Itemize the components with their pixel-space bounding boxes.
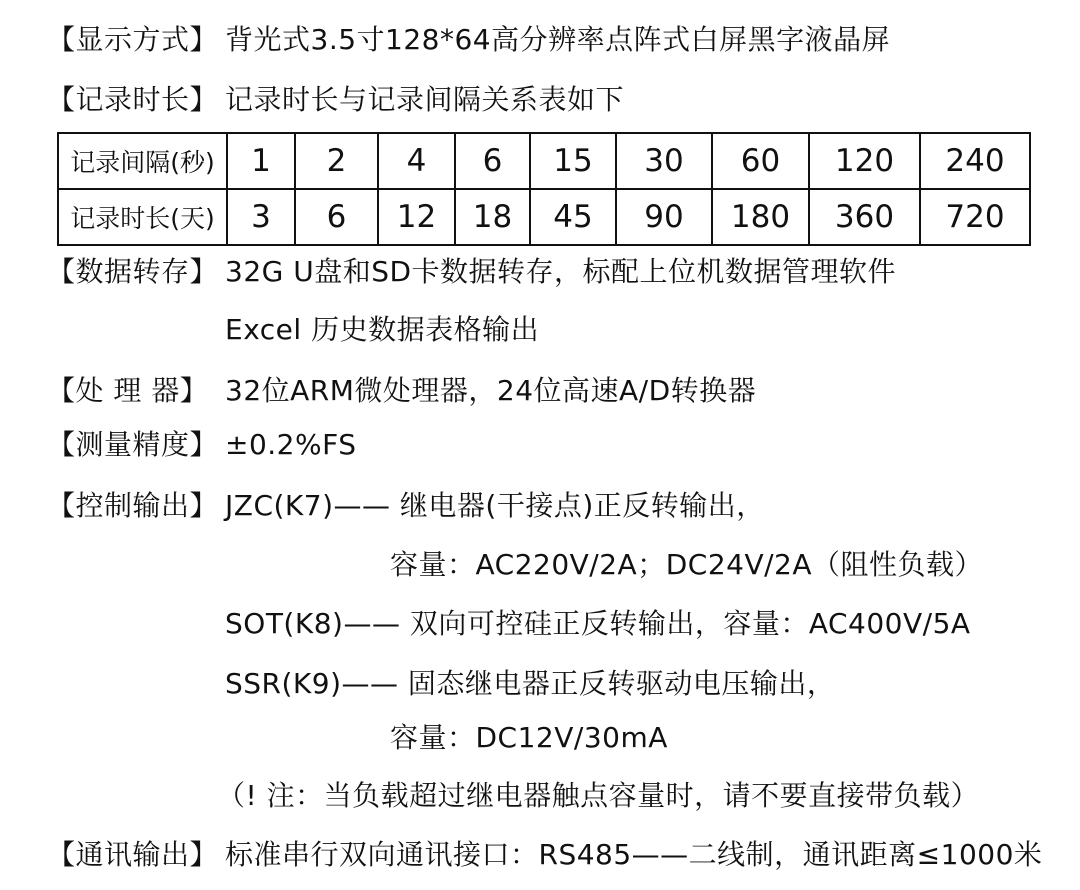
- spec-label-processor: 【处 理 器】: [47, 374, 209, 407]
- spec-label-display-mode: 【显示方式】: [47, 23, 219, 56]
- spec-label-comm-output: 【通讯输出】: [47, 838, 219, 871]
- spec-content-record-duration: 记录时长与记录间隔关系表如下: [225, 83, 625, 116]
- spec-line-data-transfer-continued: [225, 312, 539, 348]
- spec-line-processor: [47, 373, 756, 409]
- value-cell: 120: [809, 133, 920, 189]
- spec-content-sot-output: SOT(K8)—— 双向可控硅正反转输出，容量：AC400V/5A: [225, 607, 971, 640]
- spec-line-load-warning-note: [217, 778, 979, 814]
- spec-content-display-mode: 背光式3.5寸128*64高分辨率点阵式白屏黑字液晶屏: [225, 23, 891, 56]
- row-header-cell: 记录间隔(秒): [58, 133, 227, 189]
- value-cell: 45: [530, 189, 616, 245]
- spec-content-control-capacity-2: 容量：DC12V/30mA: [390, 721, 668, 754]
- spec-content-comm-output: 标准串行双向通讯接口：RS485——二线制，通讯距离≤1000米: [225, 838, 1043, 871]
- spec-line-control-capacity-1: [390, 547, 983, 583]
- spec-line-data-transfer: [47, 254, 896, 290]
- spec-label-data-transfer: 【数据转存】: [47, 255, 219, 288]
- value-cell: 180: [712, 189, 809, 245]
- spec-line-control-output: [47, 488, 765, 524]
- value-cell: 30: [616, 133, 712, 189]
- table-row: [58, 133, 1030, 189]
- spec-content-ssr-output: SSR(K9)—— 固态继电器正反转驱动电压输出，: [225, 667, 836, 700]
- value-cell: 3: [227, 189, 295, 245]
- value-cell: 60: [712, 133, 809, 189]
- spec-content-load-warning-note: （! 注：当负载超过继电器触点容量时，请不要直接带负载）: [217, 779, 980, 812]
- record-interval-table-body: [58, 133, 1030, 245]
- spec-line-sot-output: [225, 606, 971, 642]
- spec-content-data-transfer-continued: Excel 历史数据表格输出: [225, 313, 540, 346]
- spec-line-control-capacity-2: [390, 720, 668, 756]
- spec-line-accuracy: [47, 427, 356, 463]
- table-row: [58, 189, 1030, 245]
- spec-line-record-duration: [47, 82, 624, 118]
- spec-label-record-duration: 【记录时长】: [47, 83, 219, 116]
- spec-content-processor: 32位ARM微处理器，24位高速A/D转换器: [225, 374, 757, 407]
- spec-line-ssr-output: [225, 666, 835, 702]
- value-cell: 18: [455, 189, 530, 245]
- row-header-cell: 记录时长(天): [58, 189, 227, 245]
- value-cell: 6: [455, 133, 530, 189]
- value-cell: 720: [920, 189, 1030, 245]
- spec-label-accuracy: 【测量精度】: [47, 428, 219, 461]
- value-cell: 360: [809, 189, 920, 245]
- spec-content-control-output-jzc: JZC(K7)—— 继电器(干接点)正反转输出，: [225, 489, 765, 522]
- spec-line-comm-output: [47, 837, 1042, 873]
- spec-label-control-output: 【控制输出】: [47, 489, 219, 522]
- value-cell: 4: [378, 133, 455, 189]
- record-interval-table: [57, 132, 1031, 246]
- spec-content-data-transfer: 32G U盘和SD卡数据转存，标配上位机数据管理软件: [225, 255, 897, 288]
- value-cell: 240: [920, 133, 1030, 189]
- value-cell: 90: [616, 189, 712, 245]
- spec-line-display-mode: [47, 22, 890, 58]
- value-cell: 12: [378, 189, 455, 245]
- spec-content-accuracy: ±0.2%FS: [225, 428, 357, 461]
- value-cell: 1: [227, 133, 295, 189]
- value-cell: 2: [295, 133, 378, 189]
- value-cell: 15: [530, 133, 616, 189]
- value-cell: 6: [295, 189, 378, 245]
- spec-content-control-capacity-1: 容量：AC220V/2A；DC24V/2A（阻性负载）: [390, 548, 984, 581]
